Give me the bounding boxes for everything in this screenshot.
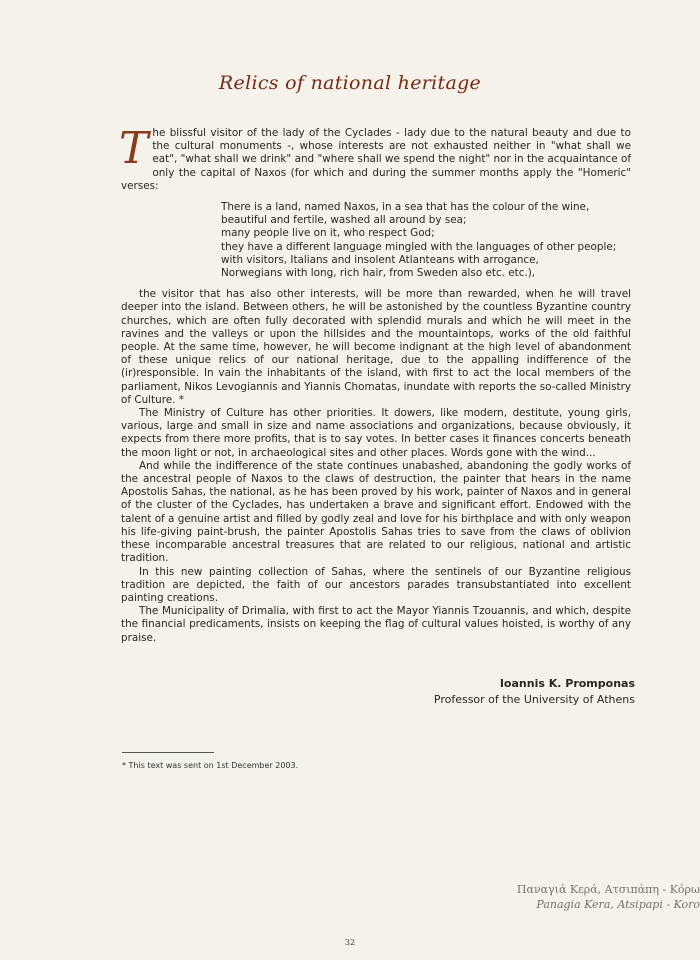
footnote-divider xyxy=(122,752,214,753)
paragraph: And while the indifference of the state continues unabashed, abandoning the godly works of the ancestral people of Naxos to the claws of destruction, the painter that hears in the name Apostolis Sahas, the national, as he has been proved by his work, painter of Naxos and in general of the cluster of the Cyclades, has undertaken a brave and significant effort. Endowed with the talent of a genuine artist and filled by godly zeal and love for his birthplace and with only weapon his life-giving paint-brush, the painter Apostolis Sahas tries to save from the claws of oblivion these incomparable ancestral treasures that are related to our religious, national and artistic tradition. xyxy=(121,459,631,565)
signature-block xyxy=(434,676,635,708)
paragraph: The Municipality of Drimalia, with first to act the Mayor Yiannis Tzouannis, and which, despite the financial predicaments, insists on keeping the flag of cultural values hoisted, is worthy of any praise. xyxy=(121,605,631,644)
author-name: Ioannis K. Promponas xyxy=(499,677,635,690)
opening-paragraph xyxy=(119,123,631,193)
image-caption xyxy=(517,882,700,912)
footnote: * This text was sent on 1st December 2003. xyxy=(122,761,299,770)
caption-greek: Παναγιά Κερά, Ατσιπάπη - Κόρω xyxy=(516,883,700,896)
drop-cap: T xyxy=(119,123,149,174)
verse-line: There is a land, named Naxos, in a sea that has the colour of the wine, xyxy=(221,201,590,214)
verse-line: many people live on it, who respect God; xyxy=(221,227,435,240)
article-body xyxy=(119,123,631,645)
caption-latin: Panagia Kera, Atsipapi - Koro xyxy=(536,898,700,911)
author-position: Professor of the University of Athens xyxy=(433,693,635,706)
paragraph: In this new painting collection of Sahas, where the sentinels of our Byzantine religious tradition are depicted, the faith of our ancestors parades transubstantiated into excellent painting creations. xyxy=(121,565,631,604)
page-number: 32 xyxy=(344,938,356,947)
verse-quote xyxy=(221,201,631,280)
verse-line: beautiful and fertile, washed all around by sea; xyxy=(221,214,467,227)
opening-text: he blissful visitor of the lady of the Cyclades - lady due to the natural beauty and due to the cultural monuments -, whose interests are not exhausted neither in "what shall we eat", "what shall we drink" and "where shall we spend the night" nor in the acquaintance of only the capital of Naxos (for which and during the summer months apply the "Homeric" verses: xyxy=(121,127,631,192)
paragraph: The Ministry of Culture has other priorities. It dowers, like modern, destitute, young girls, various, large and small in size and name associations and organizations, because obviously, it expects from there more profits, that is to say votes. In better cases it finances concerts beneath the moon light or not, in archaeological sites and other places. Words gone with the wind... xyxy=(121,407,631,459)
verse-line: with visitors, Italians and insolent Atlanteans with arrogance, xyxy=(221,253,539,266)
paragraph: the visitor that has also other interests, will be more than rewarded, when he will travel deeper into the island. Between others, he will be astonished by the countless Byzantine country churches, which are often fully decorated with splendid murals and which he will meet in the ravines and the valleys or upon the hillsides and the mountaintops, works of the old faithful people. At the same time, however, he will become indignant at the high level of abandonment of these unique relics of our national heritage, due to the appalling indifference of the (ir)responsible. In vain the inhabitants of the island, with first to act the local members of the parliament, Nikos Levogiannis and Yiannis Chomatas, inundate with reports the so-called Ministry of Culture. * xyxy=(121,288,631,406)
verse-line: Norwegians with long, rich hair, from Sweden also etc. etc.), xyxy=(221,267,536,280)
verse-line: they have a different language mingled with the languages of other people; xyxy=(221,240,617,253)
page-title: Relics of national heritage xyxy=(218,72,482,94)
